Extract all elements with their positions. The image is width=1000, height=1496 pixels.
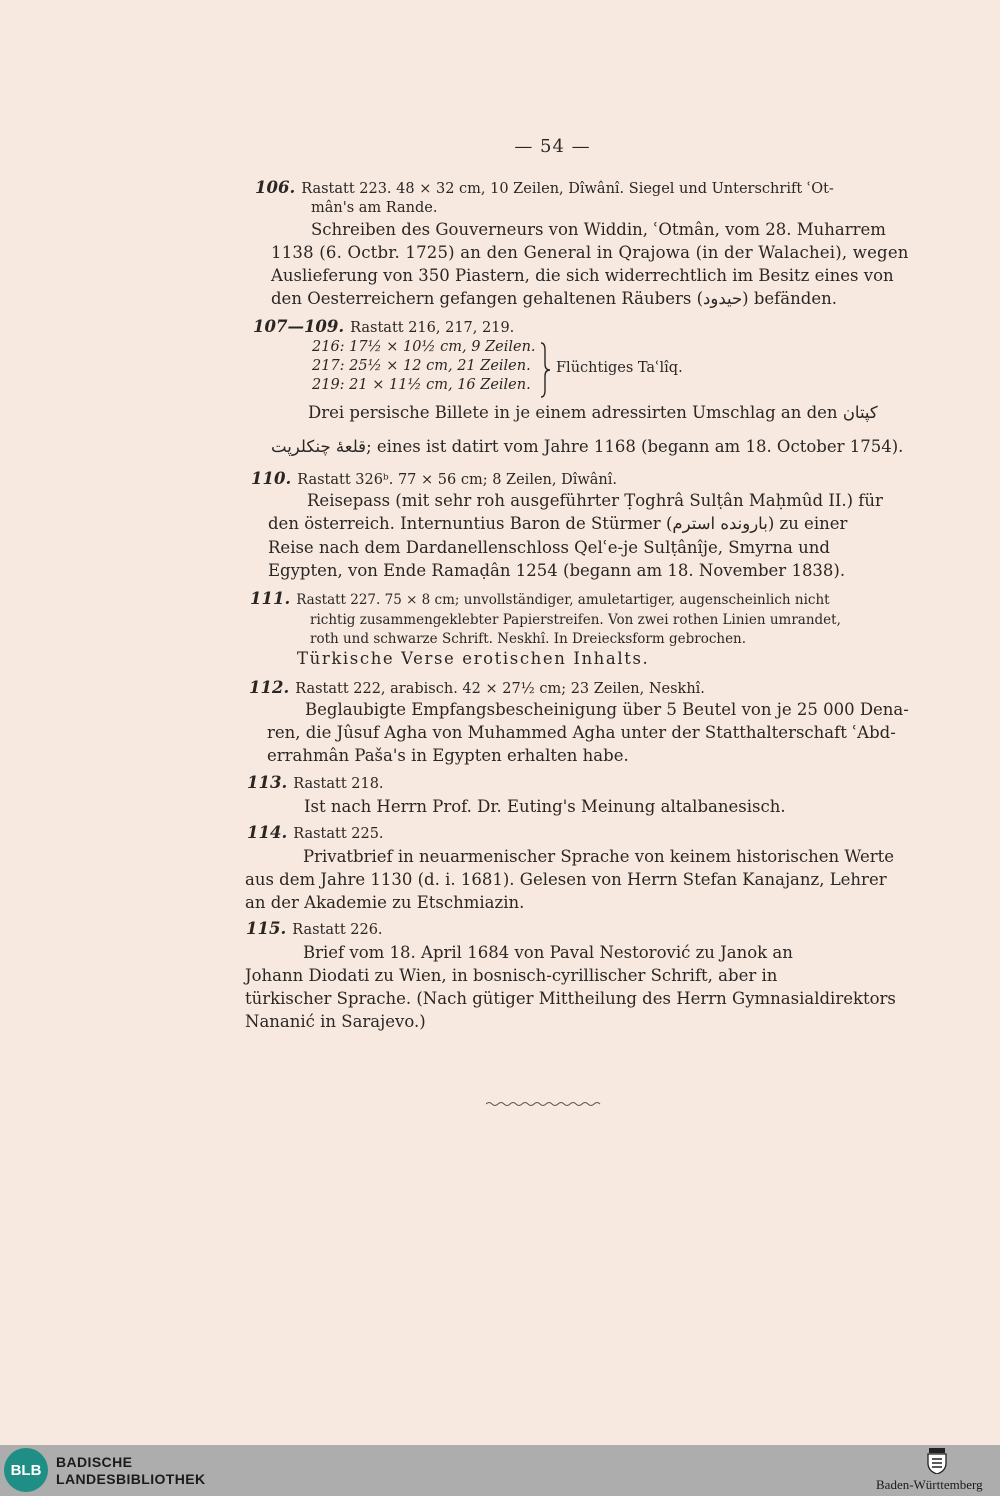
entry-sub-line: 217: 25½ ⨯ 12 cm, 21 Zeilen.: [312, 358, 531, 374]
entry-number: 111.: [250, 589, 291, 608]
entry-meta-line: roth und schwarze Schrift. Neskhî. In Dreiecksform gebrochen.: [310, 631, 747, 647]
entry-115-header: [246, 919, 383, 940]
wavy-end-rule: [486, 1101, 602, 1107]
entry-110-header: [251, 469, 617, 490]
entry-body-line: Brief vom 18. April 1684 von Paval Nestorović zu Janok an: [303, 943, 793, 962]
entry-body-line: Beglaubigte Empfangsbescheinigung über 5 Beutel von je 25 000 Dena-: [305, 700, 909, 719]
page-number: — 54 —: [514, 136, 591, 157]
entry-body-line: Egypten, von Ende Ramaḍân 1254 (begann am 18. November 1838).: [268, 561, 846, 580]
curly-brace-icon: [539, 342, 553, 398]
state-label[interactable]: Baden-Württemberg: [876, 1477, 983, 1492]
entry-body-line: Ist nach Herrn Prof. Dr. Euting's Meinung altalbanesisch.: [304, 797, 786, 816]
entry-114-header: [247, 823, 384, 844]
entry-meta: Rastatt 225.: [293, 826, 384, 842]
entry-number: 114.: [247, 823, 288, 842]
entry-meta: Rastatt 216, 217, 219.: [350, 320, 515, 336]
entry-body-line: 1138 (6. Octbr. 1725) an den General in Qrajowa (in der Walachei), wegen: [271, 243, 909, 262]
entry-meta-line: mân's am Rande.: [311, 200, 438, 216]
entry-106-header: [255, 178, 834, 199]
entry-body-line: Türkische Verse erotischen Inhalts.: [297, 649, 650, 668]
entry-107-109-header: [253, 317, 514, 338]
entry-meta: Rastatt 222, arabisch. 42 ⨯ 27½ cm; 23 Zeilen, Neskhî.: [295, 681, 705, 697]
entry-number: 107—109.: [253, 317, 345, 336]
entry-body-line: Privatbrief in neuarmenischer Sprache von keinem historischen Werte: [303, 847, 894, 866]
entry-body-line: errahmân Paša's in Egypten erhalten habe.: [267, 746, 629, 765]
entry-meta: Rastatt 218.: [293, 776, 384, 792]
entry-body-line: den österreich. Internuntius Baron de Stürmer (بارونده استرم) zu einer: [268, 514, 848, 533]
entry-meta: Rastatt 227. 75 ⨯ 8 cm; unvollständiger, amuletartiger, augenscheinlich nicht: [296, 592, 830, 608]
entry-meta: Rastatt 226.: [292, 922, 383, 938]
entry-body-line: Auslieferung von 350 Piastern, die sich widerrechtlich im Besitz eines von: [271, 266, 894, 285]
entry-meta: Rastatt 326ᵇ. 77 ⨯ 56 cm; 8 Zeilen, Dîwânî.: [297, 472, 618, 488]
entry-body-line: قلعهٔ چنکلرپت; eines ist datirt vom Jahre 1168 (begann am 18. October 1754).: [271, 437, 904, 456]
entry-number: 115.: [246, 919, 287, 938]
entry-sub-line: 216: 17½ ⨯ 10½ cm, 9 Zeilen.: [312, 339, 536, 355]
footer-bar: [0, 1445, 1000, 1496]
entry-body-line: an der Akademie zu Etschmiazin.: [245, 893, 525, 912]
entry-number: 110.: [251, 469, 292, 488]
entry-113-header: [247, 773, 384, 794]
entry-body-line: Schreiben des Gouverneurs von Widdin, ʿOtmân, vom 28. Muharrem: [311, 220, 886, 239]
entry-sub-line: 219: 21 ⨯ 11½ cm, 16 Zeilen.: [312, 377, 531, 393]
entry-112-header: [249, 678, 705, 699]
entry-number: 112.: [249, 678, 290, 697]
entry-body-line: ren, die Jûsuf Agha von Muhammed Agha unter der Statthalterschaft ʿAbd-: [267, 723, 896, 742]
library-name-line2: LANDESBIBLIOTHEK: [56, 1471, 206, 1487]
entry-body-line: Nananić in Sarajevo.): [245, 1012, 426, 1031]
entry-body-line: den Oesterreichern gefangen gehaltenen Räubers (حیدود) befänden.: [271, 289, 837, 308]
entry-body-line: aus dem Jahre 1130 (d. i. 1681). Gelesen von Herrn Stefan Kanajanz, Lehrer: [245, 870, 887, 889]
blb-logo[interactable]: BLB: [4, 1448, 48, 1492]
brace-note: Flüchtiges Taʿlîq.: [556, 360, 683, 376]
entry-body-line: Reisepass (mit sehr roh ausgeführter Ṭoghrâ Sulṭân Maḥmûd II.) für: [307, 491, 883, 510]
entry-number: 106.: [255, 178, 296, 197]
entry-body-line: Johann Diodati zu Wien, in bosnisch-cyrillischer Schrift, aber in: [245, 966, 778, 985]
entry-body-line: Drei persische Billete in je einem adressirten Umschlag an den کپتان: [308, 403, 878, 422]
entry-meta-line: richtig zusammengeklebter Papierstreifen. Von zwei rothen Linien umrandet,: [310, 612, 841, 628]
entry-meta: Rastatt 223. 48 ⨯ 32 cm, 10 Zeilen, Dîwânî. Siegel und Unterschrift ʿOt-: [301, 181, 834, 197]
entry-111-header: [250, 589, 830, 610]
entry-number: 113.: [247, 773, 288, 792]
library-name-line1: BADISCHE: [56, 1454, 133, 1470]
entry-body-line: türkischer Sprache. (Nach gütiger Mittheilung des Herrn Gymnasialdirektors: [245, 989, 896, 1008]
coat-of-arms-icon: [926, 1448, 948, 1474]
library-name[interactable]: [56, 1454, 206, 1488]
entry-body-line: Reise nach dem Dardanellenschloss Qelʿe-je Sulṭânîje, Smyrna und: [268, 538, 830, 557]
